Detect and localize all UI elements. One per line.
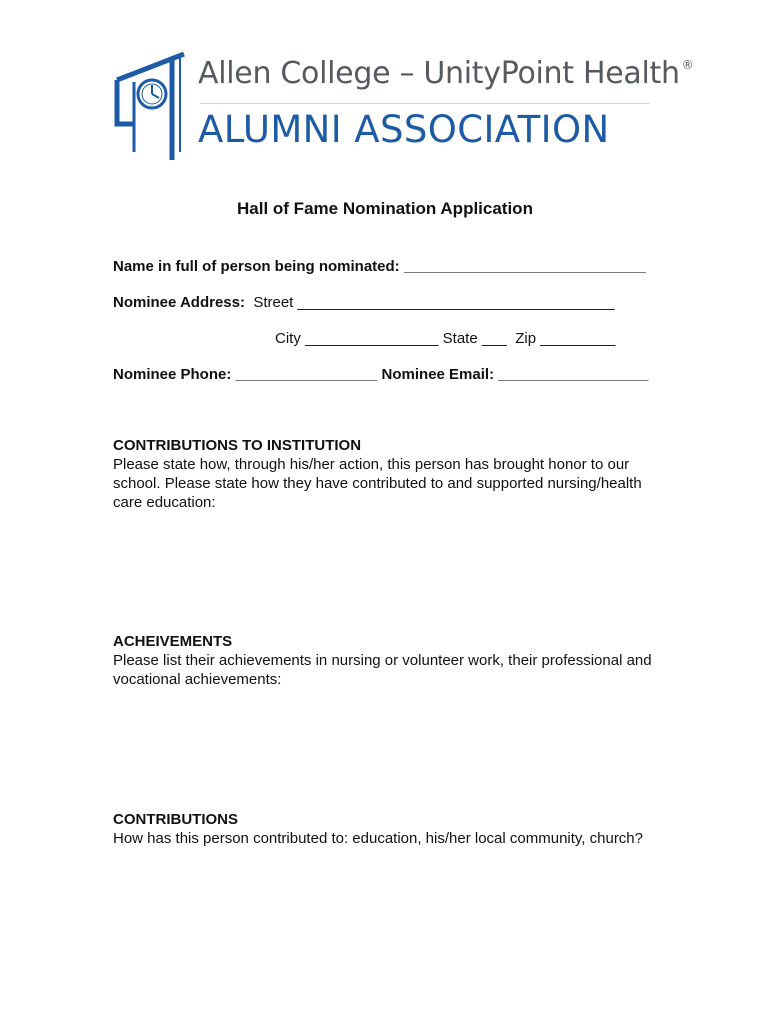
logo-divider (200, 103, 650, 104)
nominee-email-label: Nominee Email: (381, 366, 495, 383)
state-field[interactable]: ___ (481, 330, 507, 347)
page-title: Hall of Fame Nomination Application (237, 199, 533, 218)
city-field[interactable]: ________________ (305, 330, 439, 347)
section-heading: CONTRIBUTIONS TO INSTITUTION (113, 437, 362, 454)
logo-association-name: ALUMNI ASSOCIATION (198, 108, 610, 151)
contributions-to-institution-section (113, 436, 673, 512)
nominee-email-field[interactable]: __________________ (498, 366, 649, 383)
contributions-section (113, 810, 673, 848)
nominee-name-row (113, 258, 646, 275)
section-heading: ACHEIVEMENTS (113, 633, 233, 650)
nominee-phone-field[interactable]: _________________ (235, 366, 378, 383)
street-field[interactable]: ______________________________________ (297, 294, 615, 311)
nominee-address-row (113, 294, 615, 311)
alumni-association-logo (114, 52, 694, 162)
logo-org-name: Allen College – UnityPoint Health ® (198, 56, 694, 91)
nominee-name-label: Name in full of person being nominated: (113, 258, 400, 275)
registered-mark: ® (681, 58, 694, 72)
zip-label: Zip (515, 330, 537, 347)
section-instructions: How has this person contributed to: education, his/her local community, church? (113, 830, 643, 847)
section-instructions: Please list their achievements in nursing or volunteer work, their professional and vocational achievements: (113, 652, 652, 688)
nominee-name-field[interactable]: _____________________________ (403, 258, 646, 275)
city-state-zip-row (275, 330, 615, 347)
street-label: Street (253, 294, 294, 311)
phone-email-row (113, 366, 648, 383)
city-label: City (275, 330, 301, 347)
section-heading: CONTRIBUTIONS (113, 811, 238, 828)
zip-field[interactable]: _________ (540, 330, 616, 347)
nominee-address-label: Nominee Address: (113, 294, 245, 311)
state-label: State (442, 330, 478, 347)
nominee-phone-label: Nominee Phone: (113, 366, 232, 383)
clock-tower-icon (114, 52, 190, 162)
section-instructions: Please state how, through his/her action, this person has brought honor to our school. Please state how they have contributed to and supported nursing/health care education: (113, 456, 642, 511)
achievements-section (113, 632, 673, 689)
